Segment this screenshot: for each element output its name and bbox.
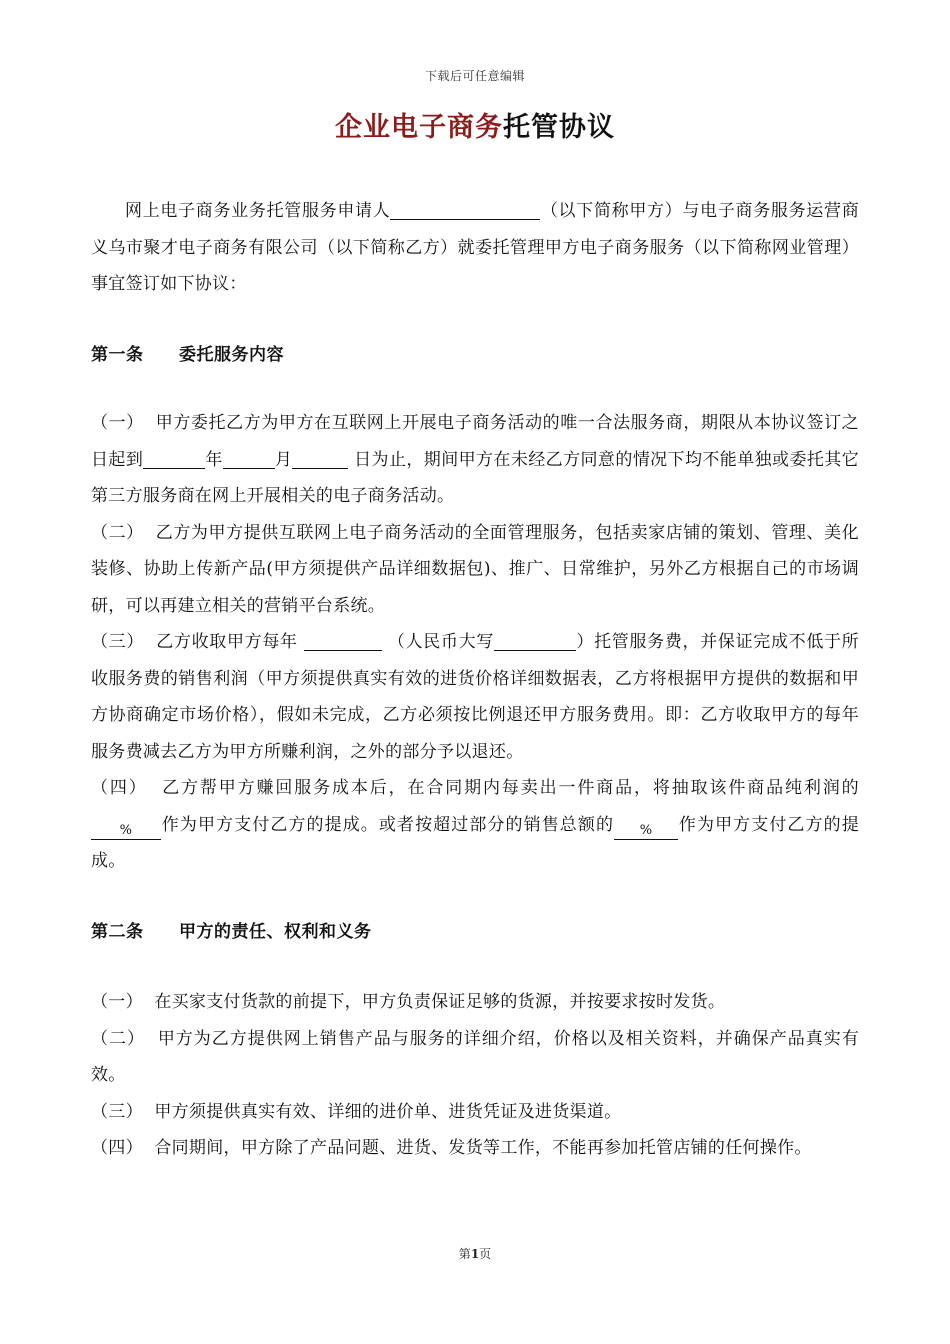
item-text: 合同期间，甲方除了产品问题、进货、发货等工作，不能再参加托管店铺的任何操作。: [154, 1138, 812, 1158]
page-suffix: 页: [479, 1247, 492, 1261]
year-label: 年: [205, 449, 223, 470]
item-text: 甲方须提供真实有效、详细的进价单、进货凭证及进货渠道。: [154, 1101, 622, 1122]
intro-text-1: 网上电子商务业务托管服务申请人: [125, 201, 391, 221]
item-text: 在买家支付货款的前提下，甲方负责保证足够的货源，并按要求按时发货。: [154, 992, 726, 1012]
annual-fee-blank[interactable]: [304, 630, 382, 651]
item-text: 甲方为乙方提供网上销售产品与服务的详细介绍，价格以及相关资料，并确保产品真实有效。: [91, 1028, 859, 1085]
article-1-body: [91, 405, 859, 880]
item-text: 乙方收取甲方每年: [156, 632, 304, 652]
article-1-heading: [91, 342, 284, 368]
item-label: （四）: [91, 1138, 143, 1158]
item-text: （人民币大写: [381, 632, 495, 652]
article-2-item-1: [91, 984, 859, 1021]
item-label: （四）: [91, 778, 148, 798]
item-text: 乙方帮甲方赚回服务成本后，在合同期内每卖出一件商品，将抽取该件商品纯利润的: [162, 778, 859, 798]
page-number: 1: [470, 1247, 480, 1261]
item-label: （三）: [91, 632, 145, 652]
article-2-number: 第二条: [91, 922, 144, 942]
title-accent-part: 企业电子商务: [335, 112, 503, 143]
end-month-blank[interactable]: [223, 448, 275, 469]
profit-percent-blank[interactable]: %: [91, 819, 161, 840]
article-1-item-2: [91, 515, 859, 625]
article-2-item-4: [91, 1130, 859, 1167]
sales-percent-blank[interactable]: %: [614, 819, 678, 840]
document-title: [0, 108, 950, 148]
article-2-item-2: [91, 1021, 859, 1094]
item-label: （一）: [91, 992, 143, 1012]
title-rest-part: 托管协议: [503, 112, 615, 143]
item-label: （二）: [91, 1028, 145, 1049]
article-2-item-3: [91, 1094, 859, 1131]
item-text: 作为甲方支付乙方的提成。或者按超过部分的销售总额的: [161, 814, 615, 835]
item-text: 乙方为甲方提供互联网上电子商务活动的全面管理服务，包括卖家店铺的策划、管理、美化装修、协助上传新产品(甲方须提供产品详细数据包)、推广、日常维护，另外乙方根据自己的市场调研，可以再建立相关的营销平台系统。: [91, 522, 859, 616]
item-text: ）托管服务费，并保证完成不低于所收服务费的销售利润（甲方须提供真实有效的进货价格详细数据表，乙方将根据甲方提供的数据和甲方协商确定市场价格），假如未完成，乙方必须按比例退还甲方服务费用。即：乙方收取甲方的每年服务费减去乙方为甲方所赚利润，之外的部分予以退还。: [91, 632, 859, 762]
end-day-blank[interactable]: [292, 448, 348, 469]
intro-paragraph: [91, 193, 859, 303]
intro-text-2: （以下简称甲方）与电子商务服务运营商义乌市聚才电子商务有限公司（以下简称乙方）就委托管理甲方电子商务服务（以下简称网业管理）事宜签订如下协议：: [91, 201, 859, 294]
article-1-item-1: [91, 405, 859, 515]
item-text: 作为甲方支付乙方的提成。: [91, 814, 860, 871]
page-prefix: 第: [458, 1247, 471, 1261]
item-label: （一）: [91, 413, 144, 433]
article-2-heading: [91, 919, 372, 945]
month-label: 月: [274, 449, 293, 470]
article-1-title: 委托服务内容: [179, 345, 284, 365]
item-text: 甲方委托乙方为甲方在互联网上开展电子商务活动的唯一合法服务商，期限从本协议签订之日起到: [91, 413, 859, 470]
applicant-blank[interactable]: [390, 199, 540, 220]
end-year-blank[interactable]: [143, 448, 205, 469]
article-1-item-4: [91, 770, 859, 880]
article-2-body: [91, 984, 859, 1167]
header-note: 下载后可任意编辑: [424, 69, 525, 83]
item-label: （二）: [91, 522, 144, 543]
item-label: （三）: [91, 1101, 143, 1122]
article-1-number: 第一条: [91, 345, 144, 365]
page-number-footer: [0, 1245, 950, 1262]
item-text: 日为止，期间甲方在未经乙方同意的情况下均不能单独或委托其它第三方服务商在网上开展相关的电子商务活动。: [91, 449, 859, 506]
fee-in-words-blank[interactable]: [494, 630, 576, 651]
article-2-title: 甲方的责任、权利和义务: [179, 922, 372, 942]
article-1-item-3: [91, 624, 859, 770]
